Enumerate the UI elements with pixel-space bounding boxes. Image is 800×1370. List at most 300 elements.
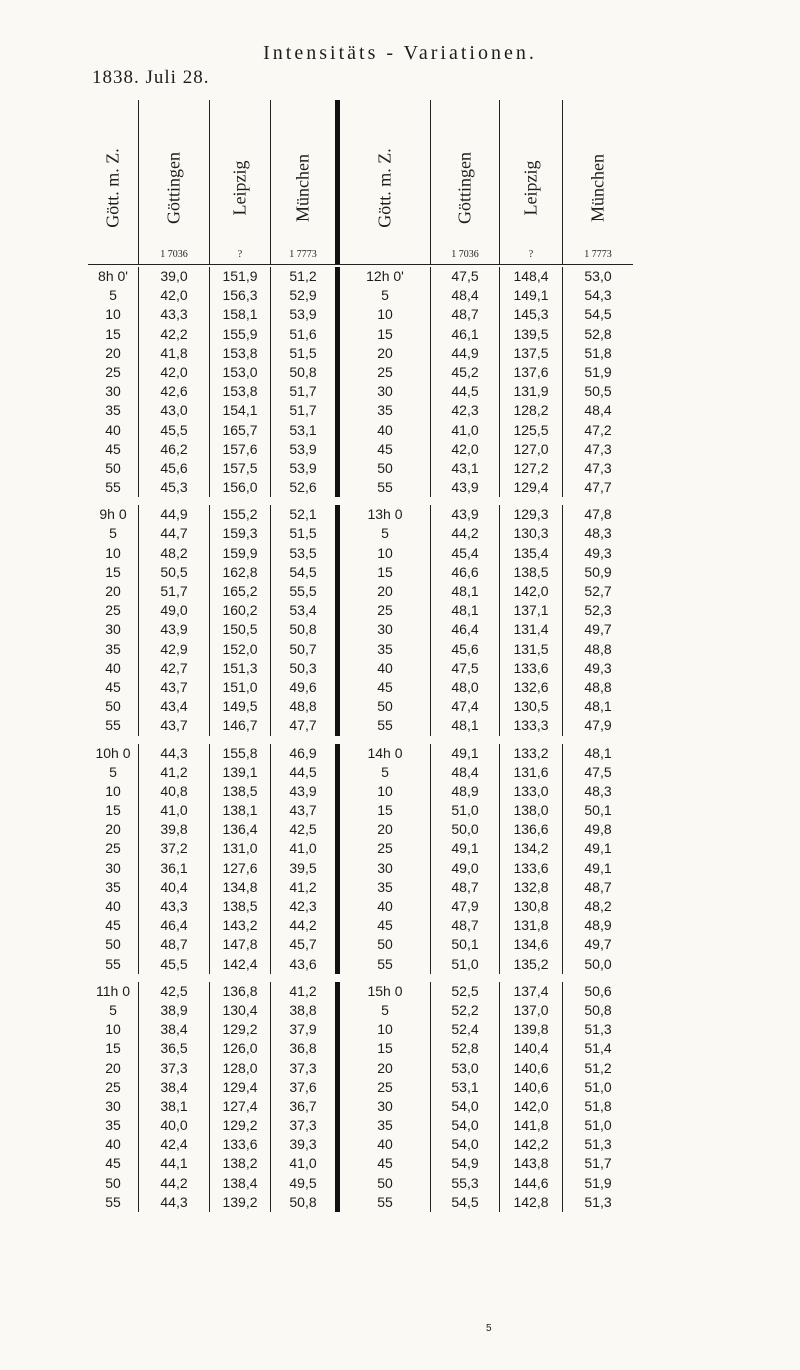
table-cell: 51,2 bbox=[271, 267, 340, 286]
table-cell: 55,5 bbox=[271, 582, 340, 601]
table-row bbox=[88, 916, 633, 935]
table-cell: 137,6 bbox=[500, 363, 563, 382]
table-row bbox=[88, 1116, 633, 1135]
table-cell: 15 bbox=[340, 1039, 431, 1058]
table-row bbox=[88, 801, 633, 820]
table-cell: 50,8 bbox=[271, 1193, 340, 1212]
table-cell: 30 bbox=[340, 620, 431, 639]
table-cell: 51,9 bbox=[584, 1174, 612, 1191]
table-cell: 43,6 bbox=[271, 955, 340, 974]
table-cell: 51,7 bbox=[584, 1155, 612, 1172]
table-row bbox=[88, 782, 633, 801]
table-cell: 50 bbox=[340, 935, 431, 954]
table-cell: 155,8 bbox=[210, 744, 271, 763]
table-cell: 37,3 bbox=[271, 1116, 340, 1135]
table-cell: 129,3 bbox=[500, 505, 563, 524]
table-cell: 48,3 bbox=[584, 525, 612, 542]
table-cell: 20 bbox=[88, 344, 139, 363]
table-cell: 45 bbox=[340, 440, 431, 459]
table-cell: 138,2 bbox=[210, 1154, 271, 1173]
table-cell: 50,0 bbox=[431, 820, 500, 839]
table-cell: 45,4 bbox=[431, 544, 500, 563]
table-cell: 50,6 bbox=[584, 982, 612, 999]
table-cell: 144,6 bbox=[500, 1174, 563, 1193]
table-cell: 52,1 bbox=[271, 505, 340, 524]
table-cell: 48,4 bbox=[431, 763, 500, 782]
intensity-table bbox=[88, 100, 633, 1212]
table-cell: 49,3 bbox=[584, 659, 612, 676]
table-cell: 20 bbox=[88, 582, 139, 601]
table-cell: 46,4 bbox=[139, 916, 210, 935]
table-cell: 156,0 bbox=[210, 478, 271, 497]
table-cell: 128,2 bbox=[500, 401, 563, 420]
table-cell: 5 bbox=[88, 286, 139, 305]
table-cell: 41,8 bbox=[139, 344, 210, 363]
table-cell: 36,1 bbox=[139, 859, 210, 878]
table-cell: 138,5 bbox=[500, 563, 563, 582]
table-cell: 40 bbox=[340, 897, 431, 916]
table-cell: 51,3 bbox=[584, 1021, 612, 1038]
table-cell: 127,2 bbox=[500, 459, 563, 478]
table-cell: 15 bbox=[88, 563, 139, 582]
table-cell: 30 bbox=[88, 859, 139, 878]
table-cell: 15 bbox=[340, 325, 431, 344]
table-cell: 11h 0 bbox=[88, 982, 139, 1001]
table-cell: 54,0 bbox=[431, 1135, 500, 1154]
table-cell: 137,1 bbox=[500, 601, 563, 620]
table-cell: 35 bbox=[88, 878, 139, 897]
table-cell: 47,3 bbox=[584, 440, 612, 457]
table-cell: 51,6 bbox=[271, 325, 340, 344]
table-cell: 53,9 bbox=[271, 459, 340, 478]
table-row bbox=[88, 839, 633, 858]
table-row bbox=[88, 1154, 633, 1173]
table-cell: 138,0 bbox=[500, 801, 563, 820]
table-cell: 30 bbox=[88, 620, 139, 639]
table-cell: 5 bbox=[88, 524, 139, 543]
table-cell: 50 bbox=[88, 697, 139, 716]
table-cell: 165,7 bbox=[210, 421, 271, 440]
table-cell: 47,3 bbox=[584, 459, 612, 476]
table-cell: 25 bbox=[340, 1078, 431, 1097]
table-row bbox=[88, 1020, 633, 1039]
table-cell: 42,3 bbox=[431, 401, 500, 420]
table-cell: 41,0 bbox=[271, 839, 340, 858]
table-cell: 43,0 bbox=[139, 401, 210, 420]
table-cell: 47,8 bbox=[584, 506, 612, 523]
table-cell: 14h 0 bbox=[340, 744, 431, 763]
table-cell: 51,0 bbox=[584, 1078, 612, 1095]
table-cell: 25 bbox=[88, 363, 139, 382]
table-cell: 10 bbox=[88, 544, 139, 563]
table-cell: 48,2 bbox=[139, 544, 210, 563]
header-label: Göttingen bbox=[454, 152, 475, 224]
table-cell: 47,5 bbox=[584, 763, 612, 780]
table-cell: 151,9 bbox=[210, 267, 271, 286]
table-cell: 48,8 bbox=[584, 678, 612, 695]
table-cell: 155,2 bbox=[210, 505, 271, 524]
table-cell: 43,7 bbox=[139, 716, 210, 735]
table-cell: 131,6 bbox=[500, 763, 563, 782]
table-cell: 51,2 bbox=[584, 1059, 612, 1076]
table-cell: 46,1 bbox=[431, 325, 500, 344]
table-cell: 134,6 bbox=[500, 935, 563, 954]
table-cell: 54,0 bbox=[431, 1116, 500, 1135]
table-cell: 130,4 bbox=[210, 1001, 271, 1020]
table-row bbox=[88, 678, 633, 697]
table-cell: 15 bbox=[88, 1039, 139, 1058]
table-row bbox=[88, 1135, 633, 1154]
header-goett-time bbox=[88, 100, 139, 264]
table-cell: 8h 0' bbox=[88, 267, 139, 286]
table-cell: 129,2 bbox=[210, 1020, 271, 1039]
table-cell: 49,7 bbox=[584, 621, 612, 638]
table-cell: 51,3 bbox=[584, 1193, 612, 1210]
table-row bbox=[88, 1078, 633, 1097]
table-cell: 15 bbox=[340, 563, 431, 582]
table-cell: 50,8 bbox=[271, 620, 340, 639]
table-cell: 53,9 bbox=[271, 305, 340, 324]
table-cell: 25 bbox=[88, 1078, 139, 1097]
table-cell: 50,0 bbox=[584, 955, 612, 972]
table-cell: 40 bbox=[88, 897, 139, 916]
table-cell: 25 bbox=[88, 839, 139, 858]
table-cell: 44,3 bbox=[139, 1193, 210, 1212]
table-cell: 139,8 bbox=[500, 1020, 563, 1039]
table-cell: 39,3 bbox=[271, 1135, 340, 1154]
table-cell: 126,0 bbox=[210, 1039, 271, 1058]
table-cell: 37,3 bbox=[139, 1059, 210, 1078]
table-cell: 143,2 bbox=[210, 916, 271, 935]
table-cell: 52,3 bbox=[584, 602, 612, 619]
table-row bbox=[88, 1193, 633, 1212]
table-cell: 138,4 bbox=[210, 1174, 271, 1193]
table-cell: 51,8 bbox=[584, 1097, 612, 1114]
table-cell: 49,7 bbox=[584, 936, 612, 953]
table-cell: 44,3 bbox=[139, 744, 210, 763]
table-cell: 51,0 bbox=[431, 801, 500, 820]
table-row bbox=[88, 524, 633, 543]
header-sub: 1 7773 bbox=[584, 249, 612, 260]
table-cell: 52,2 bbox=[431, 1001, 500, 1020]
table-cell: 12h 0' bbox=[340, 267, 431, 286]
table-row bbox=[88, 459, 633, 478]
table-row bbox=[88, 982, 633, 1001]
header-leipzig-2 bbox=[500, 100, 563, 264]
table-cell: 38,8 bbox=[271, 1001, 340, 1020]
header-goettingen bbox=[139, 100, 210, 264]
table-row bbox=[88, 267, 633, 286]
table-cell: 48,1 bbox=[584, 698, 612, 715]
table-cell: 159,3 bbox=[210, 524, 271, 543]
table-cell: 48,1 bbox=[431, 716, 500, 735]
table-cell: 48,1 bbox=[431, 582, 500, 601]
table-row bbox=[88, 401, 633, 420]
table-cell: 136,6 bbox=[500, 820, 563, 839]
table-cell: 10 bbox=[340, 782, 431, 801]
table-row bbox=[88, 344, 633, 363]
table-cell: 134,8 bbox=[210, 878, 271, 897]
table-cell: 54,0 bbox=[431, 1097, 500, 1116]
table-cell: 35 bbox=[88, 1116, 139, 1135]
table-cell: 50,5 bbox=[139, 563, 210, 582]
table-cell: 42,0 bbox=[139, 363, 210, 382]
table-row bbox=[88, 620, 633, 639]
table-cell: 41,2 bbox=[139, 763, 210, 782]
table-cell: 53,1 bbox=[271, 421, 340, 440]
table-cell: 44,9 bbox=[431, 344, 500, 363]
table-cell: 51,9 bbox=[584, 363, 612, 380]
header-sub: ? bbox=[528, 249, 534, 260]
table-cell: 133,2 bbox=[500, 744, 563, 763]
table-cell: 39,8 bbox=[139, 820, 210, 839]
table-row bbox=[88, 897, 633, 916]
table-cell: 139,2 bbox=[210, 1193, 271, 1212]
header-label: Gött. m. Z. bbox=[102, 148, 123, 228]
table-cell: 134,2 bbox=[500, 839, 563, 858]
table-cell: 40 bbox=[340, 1135, 431, 1154]
table-cell: 138,1 bbox=[210, 801, 271, 820]
table-cell: 47,4 bbox=[431, 697, 500, 716]
table-row bbox=[88, 878, 633, 897]
table-row bbox=[88, 601, 633, 620]
table-cell: 150,5 bbox=[210, 620, 271, 639]
table-cell: 131,8 bbox=[500, 916, 563, 935]
table-cell: 37,9 bbox=[271, 1020, 340, 1039]
table-cell: 42,7 bbox=[139, 659, 210, 678]
table-cell: 47,9 bbox=[584, 717, 612, 734]
table-cell: 48,7 bbox=[139, 935, 210, 954]
table-cell: 154,1 bbox=[210, 401, 271, 420]
table-cell: 10 bbox=[340, 305, 431, 324]
table-cell: 142,4 bbox=[210, 955, 271, 974]
table-cell: 41,2 bbox=[271, 878, 340, 897]
table-cell: 47,9 bbox=[431, 897, 500, 916]
table-row bbox=[88, 697, 633, 716]
table-cell: 44,2 bbox=[139, 1174, 210, 1193]
table-cell: 40 bbox=[88, 659, 139, 678]
table-cell: 130,8 bbox=[500, 897, 563, 916]
table-cell: 48,4 bbox=[431, 286, 500, 305]
table-cell: 43,7 bbox=[271, 801, 340, 820]
table-cell: 44,2 bbox=[431, 524, 500, 543]
table-cell: 37,2 bbox=[139, 839, 210, 858]
table-cell: 15 bbox=[88, 801, 139, 820]
table-cell: 142,0 bbox=[500, 1097, 563, 1116]
header-sub: ? bbox=[237, 249, 243, 260]
table-cell: 140,6 bbox=[500, 1059, 563, 1078]
table-cell: 35 bbox=[340, 401, 431, 420]
header-label: Leipzig bbox=[229, 160, 250, 216]
table-cell: 42,9 bbox=[139, 640, 210, 659]
table-cell: 40,4 bbox=[139, 878, 210, 897]
table-cell: 50 bbox=[340, 1174, 431, 1193]
table-cell: 131,9 bbox=[500, 382, 563, 401]
table-cell: 53,4 bbox=[271, 601, 340, 620]
page-title: Intensitäts - Variationen. bbox=[263, 42, 537, 64]
table-cell: 44,5 bbox=[431, 382, 500, 401]
table-cell: 43,1 bbox=[431, 459, 500, 478]
table-row bbox=[88, 1001, 633, 1020]
table-row bbox=[88, 935, 633, 954]
table-cell: 49,1 bbox=[584, 859, 612, 876]
table-cell: 55 bbox=[340, 1193, 431, 1212]
table-cell: 53,9 bbox=[271, 440, 340, 459]
table-cell: 51,7 bbox=[271, 382, 340, 401]
table-cell: 135,2 bbox=[500, 955, 563, 974]
table-cell: 52,8 bbox=[431, 1039, 500, 1058]
table-cell: 151,0 bbox=[210, 678, 271, 697]
table-cell: 43,3 bbox=[139, 897, 210, 916]
table-cell: 138,5 bbox=[210, 897, 271, 916]
table-cell: 125,5 bbox=[500, 421, 563, 440]
table-cell: 5 bbox=[340, 286, 431, 305]
table-cell: 46,6 bbox=[431, 563, 500, 582]
table-row bbox=[88, 716, 633, 735]
table-cell: 53,0 bbox=[584, 268, 612, 284]
table-cell: 40 bbox=[340, 659, 431, 678]
table-cell: 157,5 bbox=[210, 459, 271, 478]
table-row bbox=[88, 659, 633, 678]
table-cell: 49,8 bbox=[584, 821, 612, 838]
table-cell: 35 bbox=[340, 878, 431, 897]
table-cell: 45 bbox=[88, 916, 139, 935]
table-cell: 50,8 bbox=[584, 1001, 612, 1018]
table-cell: 5 bbox=[88, 1001, 139, 1020]
table-cell: 13h 0 bbox=[340, 505, 431, 524]
table-cell: 43,9 bbox=[271, 782, 340, 801]
table-cell: 148,4 bbox=[500, 267, 563, 286]
table-cell: 53,0 bbox=[431, 1059, 500, 1078]
table-row bbox=[88, 582, 633, 601]
table-cell: 46,2 bbox=[139, 440, 210, 459]
table-cell: 48,9 bbox=[584, 917, 612, 934]
table-cell: 45,2 bbox=[431, 363, 500, 382]
table-cell: 136,4 bbox=[210, 820, 271, 839]
table-row bbox=[88, 382, 633, 401]
table-cell: 50 bbox=[88, 1174, 139, 1193]
table-cell: 160,2 bbox=[210, 601, 271, 620]
table-cell: 47,7 bbox=[271, 716, 340, 735]
table-header bbox=[88, 100, 633, 265]
table-cell: 51,7 bbox=[271, 401, 340, 420]
table-cell: 153,0 bbox=[210, 363, 271, 382]
table-row bbox=[88, 744, 633, 763]
table-cell: 45,3 bbox=[139, 478, 210, 497]
table-cell: 44,2 bbox=[271, 916, 340, 935]
table-cell: 37,6 bbox=[271, 1078, 340, 1097]
table-cell: 49,1 bbox=[431, 744, 500, 763]
table-cell: 50,5 bbox=[584, 383, 612, 400]
table-cell: 129,4 bbox=[210, 1078, 271, 1097]
table-cell: 50,1 bbox=[431, 935, 500, 954]
table-cell: 10 bbox=[340, 1020, 431, 1039]
table-cell: 51,7 bbox=[139, 582, 210, 601]
table-row bbox=[88, 1039, 633, 1058]
table-cell: 48,2 bbox=[584, 898, 612, 914]
table-cell: 49,6 bbox=[271, 678, 340, 697]
page-number: 5 bbox=[486, 1323, 492, 1334]
table-row bbox=[88, 325, 633, 344]
table-cell: 40 bbox=[88, 1135, 139, 1154]
table-cell: 153,8 bbox=[210, 344, 271, 363]
table-cell: 131,5 bbox=[500, 640, 563, 659]
table-cell: 55 bbox=[88, 716, 139, 735]
table-row bbox=[88, 859, 633, 878]
table-cell: 47,5 bbox=[431, 267, 500, 286]
table-cell: 54,9 bbox=[431, 1154, 500, 1173]
table-cell: 47,5 bbox=[431, 659, 500, 678]
table-cell: 25 bbox=[88, 601, 139, 620]
table-cell: 10h 0 bbox=[88, 744, 139, 763]
table-cell: 42,6 bbox=[139, 382, 210, 401]
table-cell: 131,4 bbox=[500, 620, 563, 639]
table-cell: 44,1 bbox=[139, 1154, 210, 1173]
table-cell: 51,3 bbox=[584, 1136, 612, 1153]
table-cell: 137,0 bbox=[500, 1001, 563, 1020]
table-cell: 35 bbox=[88, 640, 139, 659]
header-muenchen-2 bbox=[563, 100, 633, 264]
table-cell: 130,5 bbox=[500, 697, 563, 716]
table-cell: 9h 0 bbox=[88, 505, 139, 524]
table-cell: 45 bbox=[88, 678, 139, 697]
table-cell: 51,4 bbox=[584, 1040, 612, 1057]
header-goettingen-2 bbox=[431, 100, 500, 264]
table-cell: 133,6 bbox=[500, 659, 563, 678]
table-cell: 40,0 bbox=[139, 1116, 210, 1135]
table-cell: 43,4 bbox=[139, 697, 210, 716]
table-cell: 54,5 bbox=[271, 563, 340, 582]
table-cell: 51,5 bbox=[271, 344, 340, 363]
table-cell: 51,0 bbox=[584, 1117, 612, 1134]
table-cell: 48,4 bbox=[584, 402, 612, 419]
table-cell: 10 bbox=[88, 305, 139, 324]
table-cell: 45,6 bbox=[431, 640, 500, 659]
table-cell: 55 bbox=[340, 716, 431, 735]
table-cell: 53,5 bbox=[271, 544, 340, 563]
table-cell: 139,5 bbox=[500, 325, 563, 344]
table-cell: 42,5 bbox=[139, 982, 210, 1001]
table-cell: 47,7 bbox=[584, 479, 612, 496]
table-cell: 52,8 bbox=[584, 325, 612, 342]
table-cell: 20 bbox=[340, 820, 431, 839]
table-cell: 49,3 bbox=[584, 544, 612, 561]
table-cell: 37,3 bbox=[271, 1059, 340, 1078]
table-cell: 153,8 bbox=[210, 382, 271, 401]
table-cell: 30 bbox=[340, 382, 431, 401]
table-cell: 25 bbox=[340, 363, 431, 382]
table-cell: 20 bbox=[340, 344, 431, 363]
table-cell: 39,5 bbox=[271, 859, 340, 878]
table-cell: 38,4 bbox=[139, 1078, 210, 1097]
table-row bbox=[88, 763, 633, 782]
table-cell: 41,0 bbox=[139, 801, 210, 820]
table-cell: 48,7 bbox=[431, 305, 500, 324]
table-cell: 20 bbox=[88, 820, 139, 839]
table-cell: 20 bbox=[88, 1059, 139, 1078]
table-cell: 149,1 bbox=[500, 286, 563, 305]
table-cell: 43,9 bbox=[431, 478, 500, 497]
header-sub: 1 7036 bbox=[160, 249, 188, 260]
table-cell: 49,1 bbox=[431, 839, 500, 858]
header-leipzig bbox=[210, 100, 271, 264]
table-cell: 51,5 bbox=[271, 524, 340, 543]
table-cell: 42,2 bbox=[139, 325, 210, 344]
header-sub: 1 7036 bbox=[451, 249, 479, 260]
table-cell: 48,1 bbox=[584, 744, 612, 761]
table-row bbox=[88, 286, 633, 305]
table-cell: 46,4 bbox=[431, 620, 500, 639]
